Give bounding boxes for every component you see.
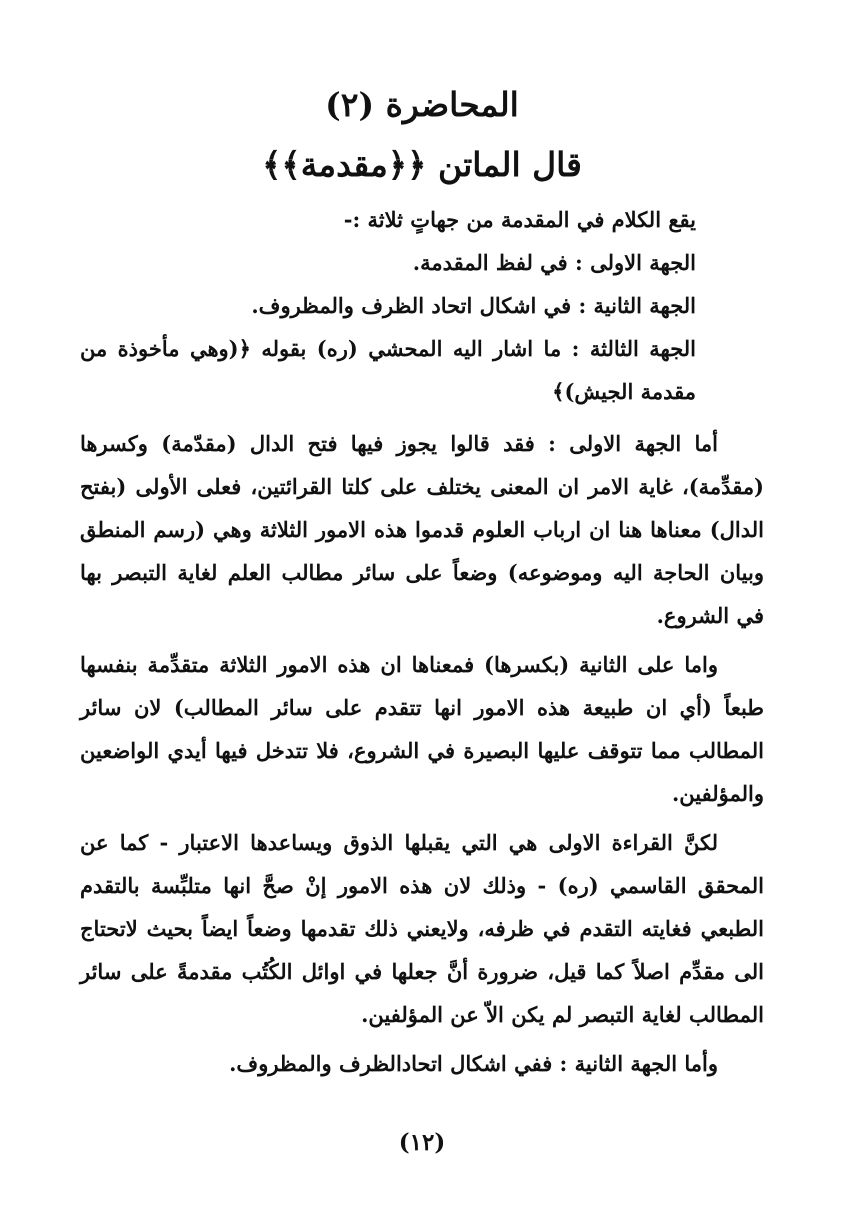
paragraph-second-aspect: وأما الجهة الثانية : ففي اشكال اتحادالظرف والمظروف. — [229, 1051, 718, 1076]
aspects-intro: يقع الكلام في المقدمة من جهاتٍ ثلاثة :- — [343, 207, 696, 232]
page-number: (١٢) — [398, 1129, 446, 1156]
matn-heading: قال الماتن ﴿﴿مقدمة﴾﴾ — [262, 145, 582, 184]
aspects-list — [80, 198, 696, 413]
body-text — [80, 422, 764, 1085]
lecture-title: المحاضرة (٢) — [325, 85, 519, 124]
aspect-third: الجهة الثالثة : ما اشار اليه المحشي (ره) بقوله ﴿(وهي مأخوذة من مقدمة الجيش)﴾ — [80, 336, 696, 404]
paragraph-first-aspect: أما الجهة الاولى : فقد قالوا يجوز فيها فتح الدال (مقدّمة) وكسرها (مقدِّمة)، غاية الامر ان المعنى يختلف على كلتا القرائتين، فعلى الأولى (بفتح الدال) معناها هنا ان ارباب العلوم قدموا هذه الامور الثلاثة وهي (رسم المنطق وبيان الحاجة اليه وموضوعه) وضعاً على سائر مطالب العلم لغاية التبصر بها في الشروع. — [80, 431, 764, 628]
aspect-first: الجهة الاولى : في لفظ المقدمة. — [412, 250, 696, 275]
paragraph-second-reading: واما على الثانية (بكسرها) فمعناها ان هذه الامور الثلاثة متقدِّمة بنفسها طبعاً (أي ان طبيعة هذه الامور انها تتقدم على سائر المطالب) لان سائر المطالب مما تتوقف عليها البصيرة في الشروع، فلا تتدخل فيها أيدي الواضعين والمؤلفين. — [80, 652, 764, 806]
aspect-second: الجهة الثانية : في اشكال اتحاد الظرف والمظروف. — [251, 293, 696, 318]
paragraph-preferred-reading: لكنَّ القراءة الاولى هي التي يقبلها الذوق ويساعدها الاعتبار - كما عن المحقق القاسمي (ره) - وذلك لان هذه الامور إنْ صحَّ انها متلبِّسة بالتقدم الطبعي فغايته التقدم في ظرفه، ولايعني ذلك تقدمها وضعاً ايضاً بحيث لاتحتاج الى مقدِّم اصلاً كما قيل، ضرورة أنَّ جعلها في اوائل الكُتُب مقدمةً على سائر المطالب لغاية التبصر لم يكن الاّ عن المؤلفين. — [80, 830, 764, 1027]
